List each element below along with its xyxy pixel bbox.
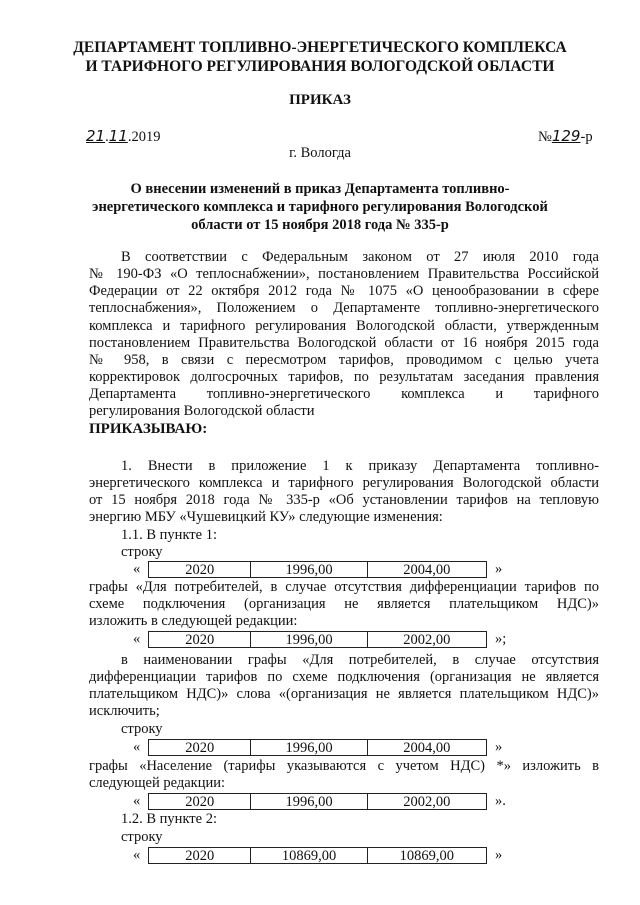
graph1-line: схеме подключения (организация не является плательщиком НДС)» — [89, 596, 599, 612]
quote-close-period: ». — [495, 793, 506, 809]
quote-open: « — [133, 847, 141, 863]
table-cell-year: 2020 — [149, 562, 251, 577]
quote-close: » — [495, 739, 503, 755]
table-cell-value2: 2002,00 — [403, 632, 451, 648]
number-handwritten: 129 — [551, 127, 581, 145]
item1-line: от 15 ноября 2018 года № 335-р «Об установлении тарифов на тепловую — [89, 492, 599, 508]
graph1-line: изложить в следующей редакции: — [89, 613, 298, 629]
date-day-handwritten: 21 — [86, 127, 106, 145]
quote-close: » — [495, 561, 503, 577]
table-cell-value1: 1996,00 — [251, 632, 367, 647]
tariff-table-row — [148, 739, 487, 756]
preamble-line: теплоснабжения», Положением о Департаменте топливно-энергетического — [89, 300, 599, 316]
item1-line: 1. Внести в приложение 1 к приказу Департамента топливно- — [121, 458, 599, 474]
quote-close: » — [495, 847, 503, 863]
subitem-1-1: 1.1. В пункте 1: — [121, 527, 217, 543]
preamble-line: Федерации от 22 октября 2012 года № 1075 «О ценообразовании в сфере — [89, 283, 599, 299]
tariff-table-row — [148, 847, 487, 864]
word-stroku: строку — [121, 544, 163, 560]
tariff-table-row — [148, 793, 487, 810]
table-cell-value2: 10869,00 — [399, 848, 455, 864]
document-type: ПРИКАЗ — [289, 92, 351, 108]
table-cell-value2: 2002,00 — [403, 794, 451, 810]
item1-line: энергию МБУ «Чушевицкий КУ» следующие изменения: — [89, 509, 443, 525]
date-year: .2019 — [127, 129, 161, 145]
preamble-line: № 190-ФЗ «О теплоснабжении», постановлением Правительства Российской — [89, 266, 599, 282]
subitem-1-2: 1.2. В пункте 2: — [121, 811, 217, 827]
graph2-line: графы «Население (тарифы указываются с учетом НДС) *» изложить в — [89, 758, 599, 774]
quote-open: « — [133, 561, 141, 577]
title-line2: энергетического комплекса и тарифного регулирования Вологодской — [92, 199, 548, 215]
word-stroku: строку — [121, 721, 163, 737]
table-cell-value1: 1996,00 — [251, 562, 367, 577]
preamble-line: постановлением Правительства Вологодской области от 16 ноября 2015 года — [89, 335, 599, 351]
table-cell-value2: 2004,00 — [403, 562, 451, 578]
table-cell-value1: 10869,00 — [251, 848, 367, 863]
order-date: 21.11.2019 — [86, 127, 161, 145]
table-cell-year: 2020 — [149, 632, 251, 647]
department-name-line1: ДЕПАРТАМЕНТ ТОПЛИВНО-ЭНЕРГЕТИЧЕСКОГО КОМПЛЕКСА — [73, 39, 567, 56]
table-cell-value1: 1996,00 — [251, 740, 367, 755]
item1-line: энергетического комплекса и тарифного регулирования Вологодской области — [89, 475, 599, 491]
preamble-line: Департамента топливно-энергетического комплекса и тарифного — [89, 386, 599, 402]
order-word: ПРИКАЗЫВАЮ: — [89, 421, 208, 437]
quote-open: « — [133, 631, 141, 647]
preamble-line: регулирования Вологодской области — [89, 403, 315, 419]
preamble-line: корректировок долгосрочных тарифов, по результатам заседания правления — [89, 369, 599, 385]
graph1-line: графы «Для потребителей, в случае отсутствия дифференциации тарифов по — [89, 579, 599, 595]
title-line1: О внесении изменений в приказ Департамента топливно- — [130, 181, 510, 197]
order-number — [538, 127, 593, 146]
table-cell-value1: 1996,00 — [251, 794, 367, 809]
graph2-line: следующей редакции: — [89, 775, 226, 791]
quote-open: « — [133, 739, 141, 755]
table-cell-year: 2020 — [149, 848, 251, 863]
table-cell-year: 2020 — [149, 794, 251, 809]
date-month-handwritten: 11 — [108, 127, 128, 145]
number-prefix: № — [538, 129, 552, 145]
department-name-line2: И ТАРИФНОГО РЕГУЛИРОВАНИЯ ВОЛОГОДСКОЙ ОБЛАСТИ — [85, 58, 555, 75]
naim-line: плательщиком НДС)» слова «(организация не является плательщиком НДС)» — [89, 686, 599, 702]
naim-line: в наименовании графы «Для потребителей, в случае отсутствия — [121, 652, 599, 668]
table-cell-year: 2020 — [149, 740, 251, 755]
preamble-line: № 958, в связи с пересмотром тарифов, проводимом с целью учета — [89, 352, 599, 368]
tariff-table-row — [148, 631, 487, 648]
city: г. Вологда — [289, 145, 351, 161]
word-stroku: строку — [121, 829, 163, 845]
title-line3: области от 15 ноября 2018 года № 335-р — [191, 217, 449, 233]
number-suffix: -р — [580, 129, 593, 145]
naim-line: дифференциации тарифов по схеме подключения (организация не является — [89, 669, 599, 685]
preamble-line: комплекса и тарифного регулирования Вологодской области, утвержденным — [89, 318, 599, 334]
quote-open: « — [133, 793, 141, 809]
tariff-table-row — [148, 561, 487, 578]
table-cell-value2: 2004,00 — [403, 740, 451, 756]
quote-close-semicolon: »; — [495, 631, 507, 647]
naim-line: исключить; — [89, 703, 160, 719]
preamble-line: В соответствии с Федеральным законом от 27 июля 2010 года — [121, 249, 599, 265]
